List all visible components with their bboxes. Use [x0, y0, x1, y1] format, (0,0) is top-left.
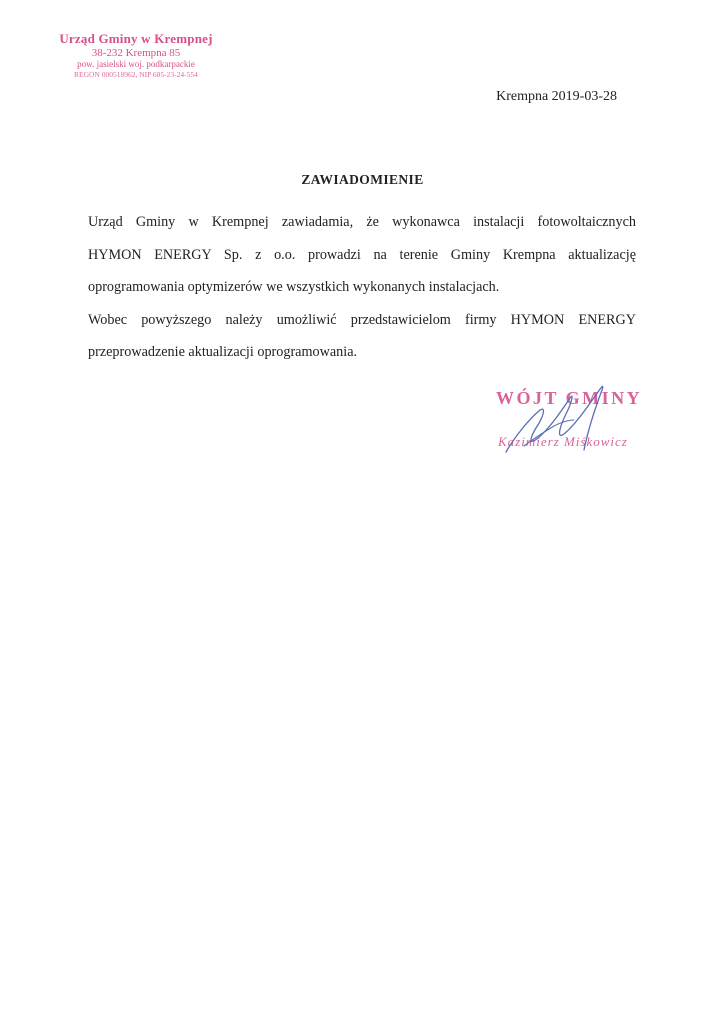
mayor-signature-stamp	[484, 380, 649, 460]
paragraph-1-line-2: HYMON ENERGY Sp. z o.o. prowadzi na terenie Gminy Krempna aktualizację	[88, 246, 636, 263]
letter-date: Krempna 2019-03-28	[496, 89, 617, 104]
paragraph-1-line-3: oprogramowania optymizerów we wszystkich wykonanych instalacjach.	[88, 279, 500, 295]
signature-name: Kazimierz Miśkowicz	[498, 434, 628, 449]
stamp-office-name: Urząd Gminy w Krempnej	[59, 31, 213, 46]
stamp-registry-numbers: REGON 000518962, NIP 685-23-24-554	[74, 70, 198, 80]
letter-title: ZAWIADOMIENIE	[301, 172, 424, 187]
signature-title: WÓJT GMINY	[496, 388, 643, 408]
office-stamp	[46, 32, 226, 80]
paragraph-1-line-1: Urząd Gminy w Krempnej zawiadamia, że wykonawca instalacji fotowoltaicznych	[88, 214, 636, 230]
stamp-address: 38-232 Krempna 85	[91, 47, 181, 60]
paragraph-2-line-1: Wobec powyższego należy umożliwić przedstawicielom firmy HYMON ENERGY	[88, 311, 636, 328]
handwritten-signature-icon	[484, 380, 649, 460]
stamp-region: pow. jasielski woj. podkarpackie	[77, 59, 195, 70]
paragraph-2-line-2: przeprowadzenie aktualizacji oprogramowania.	[88, 344, 358, 360]
paragraph-1	[88, 206, 636, 304]
letter-body	[88, 206, 636, 369]
paragraph-2	[88, 304, 636, 369]
